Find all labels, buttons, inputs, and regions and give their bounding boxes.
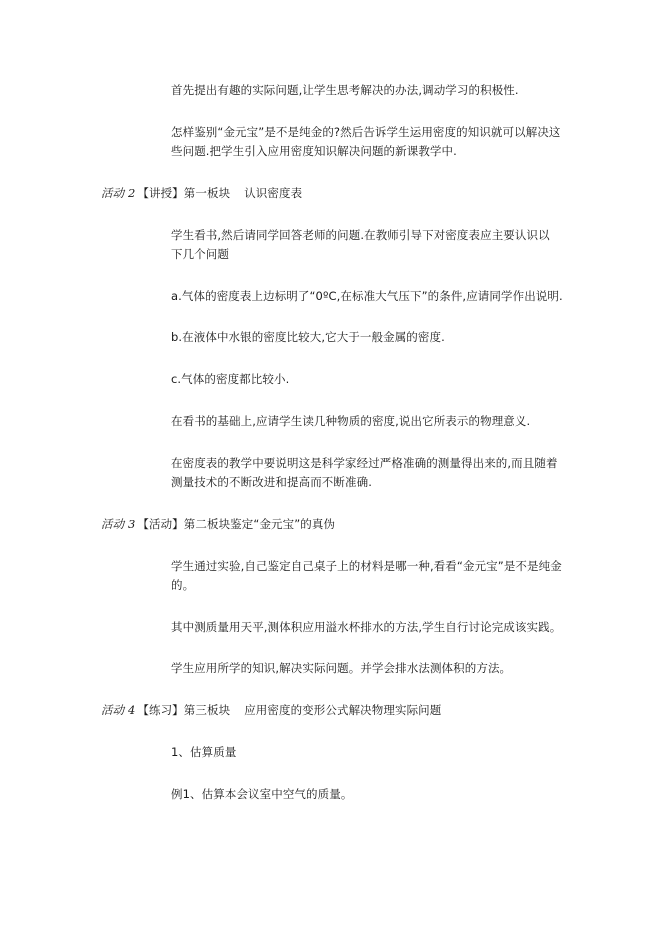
paragraph-question-line1: 怎样鉴别“金元宝”是不是纯金的?然后告诉学生运用密度的知识就可以解决这	[171, 125, 561, 139]
example-1: 例1、估算本会议室中空气的质量。	[171, 787, 353, 801]
paragraph-reading-line1: 学生看书,然后请同学回答老师的问题.在教师引导下对密度表应主要认识以	[171, 228, 550, 242]
paragraph-experiment-line1: 学生通过实验,自己鉴定自己桌子上的材料是哪一种,看看“金元宝”是不是纯金	[171, 559, 562, 573]
heading-activity-2	[101, 183, 302, 203]
paragraph-table-teaching-line2: 测量技术的不断改进和提高而不断准确.	[171, 475, 372, 489]
paragraph-measurement: 其中测质量用天平,测体积应用溢水杯排水的方法,学生自行讨论完成该实践。	[171, 620, 562, 634]
activity-label: 活动 4	[101, 703, 136, 717]
paragraph-reading-line2: 下几个问题	[171, 247, 229, 261]
paragraph-table-teaching-line1: 在密度表的教学中要说明这是科学家经过严格准确的测量得出来的,而且随着	[171, 456, 558, 470]
activity-label: 活动 3	[101, 517, 136, 531]
list-item-a: a.气体的密度表上边标明了“0ºC,在标准大气压下”的条件,应请同学作出说明.	[171, 289, 563, 303]
paragraph-intro: 首先提出有趣的实际问题,让学生思考解决的办法,调动学习的积极性.	[171, 83, 519, 97]
activity-subtitle: 应用密度的变形公式解决物理实际问题	[244, 703, 442, 717]
heading-activity-3	[101, 514, 335, 534]
activity-subtitle: 认识密度表	[244, 186, 303, 200]
activity-tag: 【活动】	[137, 517, 184, 531]
activity-title: 第二板块鉴定“金元宝”的真伪	[183, 517, 336, 531]
activity-tag: 【练习】	[137, 703, 184, 717]
section-estimate-mass: 1、估算质量	[171, 745, 237, 759]
paragraph-reading-density: 在看书的基础上,应请学生读几种物质的密度,说出它所表示的物理意义.	[171, 414, 531, 428]
activity-title: 第三板块	[183, 703, 231, 717]
activity-label: 活动 2	[101, 186, 136, 200]
activity-tag: 【讲授】	[137, 186, 184, 200]
paragraph-experiment-line2: 的。	[171, 578, 195, 592]
paragraph-question-line2: 些问题.把学生引入应用密度知识解决问题的新课教学中.	[171, 144, 457, 158]
paragraph-application: 学生应用所学的知识,解决实际问题。并学会排水法测体积的方法。	[171, 661, 512, 675]
list-item-c: c.气体的密度都比较小.	[171, 372, 290, 386]
heading-activity-4	[101, 700, 441, 720]
list-item-b: b.在液体中水银的密度比较大,它大于一般金属的密度.	[171, 330, 445, 344]
activity-title: 第一板块	[183, 186, 231, 200]
